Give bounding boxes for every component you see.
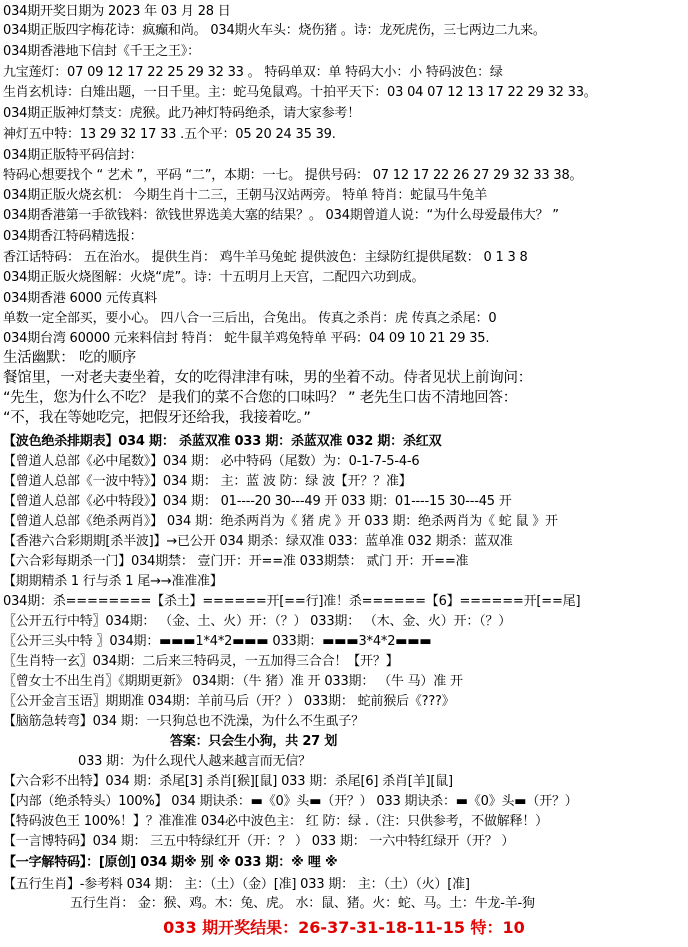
hk-fax-line: 单数一定全部买，要小心。 四八合一三后出，合兔出。 传真之杀肖：虎 传真之杀尾：0 bbox=[3, 311, 497, 326]
draw-date-line: 034期开奖日期为 2023 年 03 月 28 日 bbox=[3, 4, 231, 19]
special-segment-line: 【曾道人总部《必中特段》】034 期： 01----20 30---49 开 033 期：01----15 30---45 开 bbox=[3, 494, 512, 509]
kill-two-zodiac-line: 【曾道人总部《绝杀两肖》】 034 期：绝杀两肖为《 猪 虎 》开 033 期：绝杀两肖为《 蛇 鼠 》开 bbox=[3, 514, 558, 529]
hk-envelope-title: 034期香港地下信封《千王之王》： bbox=[3, 44, 200, 59]
xiangjiang-title: 034期香江特码精选报： bbox=[3, 229, 143, 244]
kill-row-title: 【期期精杀 1 行与杀 1 尾→→准准准】 bbox=[3, 574, 223, 589]
xiangjiang-line: 香江话特码： 五在治水。 提供生肖： 鸡牛羊马兔蛇 提供波色：主绿防红提供尾数： 0 1 3 8 bbox=[3, 250, 528, 265]
tail-number-line: 【曾道人总部《必中尾数》】034 期： 必中特码（尾数）为：0-1-7-5-4-6 bbox=[3, 454, 420, 469]
taiwan-envelope-line: 034期台湾 60000 元来料信封 特肖： 蛇牛鼠羊鸡兔特单 平码：04 09 10 21 29 35. bbox=[3, 331, 490, 346]
hk-first-hand-line: 034期香港第一手欲钱料：欲钱世界选美大塞的结果？。 034期曾道人说：“为什么母爱最伟大？ ” bbox=[3, 208, 559, 223]
result-label: 033 期开奖结果： bbox=[163, 918, 299, 937]
special-envelope-title: 034期正版特平码信封： bbox=[3, 148, 143, 163]
riddle-question: 【脑筋急转弯】034 期：一只狗总也不洗澡，为什么不生虱子？ bbox=[3, 714, 364, 729]
five-element-line: 〖公开五行中特〗034期： （金、土、火）开：（？） 033期： （木、金、火）开：（？） bbox=[3, 614, 512, 629]
zodiac-mystery-line: 〖生肖特一玄〗034期：二后来三特码灵，一五加得三合合！【开？】 bbox=[3, 654, 399, 669]
wave-color-table: 【波色绝杀排期表】034 期： 杀蓝双准 033 期：杀蓝双准 032 期：杀红双 bbox=[3, 434, 442, 449]
five-element-list: 五行生肖： 金：猴、鸡。木：兔、虎。 水：鼠、猪。火：蛇、马。土：牛龙-羊-狗 bbox=[70, 896, 535, 911]
fire-mystery-line: 034期正版火烧玄机： 今期生肖十二三，王朝马汉站两旁。 特单 特肖：蛇鼠马牛兔羊 bbox=[3, 188, 488, 203]
lamp-ban-line: 034期正版神灯禁支：虎猴。此乃神灯特码绝杀，请大家参考！ bbox=[3, 106, 361, 121]
humor-title: 生活幽默： 吃的顺序 bbox=[3, 350, 137, 366]
one-char-line: 【一字解特码】：[原创] 034 期※ 别 ※ 033 期：※ 哩 ※ bbox=[3, 855, 338, 870]
draw-result bbox=[0, 915, 688, 938]
riddle-answer: 答案：只会生小狗，共 27 划 bbox=[170, 734, 338, 749]
nine-lotus-line: 九宝莲灯：07 09 12 17 22 25 29 32 33 。 特码单双：单 特码大小：小 特码波色：绿 bbox=[3, 65, 503, 80]
half-wave-line: 【香港六合彩期期[杀半波]】→已公开 034 期杀：绿双准 033：蓝单准 032 期杀：蓝双准 bbox=[3, 534, 513, 549]
humor-line-1: 餐馆里，一对老夫妻坐着，女的吃得津津有味，男的坐着不动。侍者见状上前询问： bbox=[3, 370, 533, 386]
fire-diagram-line: 034期正版火烧图解：火烧“虎”。诗：十五明月上天宫，二配四六功到成。 bbox=[3, 270, 425, 285]
no-zodiac-line: 〖曾女士不出生肖〗《期期更新》 034期：（牛 猪）准 开 033期： （牛 马）准 开 bbox=[3, 674, 463, 689]
special-code-line: 特码心想要找个 “ 艺术 ”，平码 “二”，本期：一七。 提供号码： 07 12 17 22 26 27 29 32 33 38。 bbox=[3, 168, 583, 183]
zodiac-riddle-line: 生肖玄机诗：白雉出题，一日千里。主：蛇马兔鼠鸡。十拍平天下：03 04 07 12 13 17 22 29 32 33。 bbox=[3, 85, 597, 100]
humor-line-2: “先生，您为什么不吃？ 是我们的菜不合您的口味吗？ ” 老先生口齿不清地回答： bbox=[3, 390, 518, 406]
golden-words-line: 〖公开金言玉语〗期期准 034期：羊前马后（开？） 033期： 蛇前猴后《???》 bbox=[3, 694, 455, 709]
humor-line-3: “不，我在等她吃完，把假牙还给我，我接着吃。” bbox=[3, 410, 311, 426]
wave-king-line: 【特码波色王 100%！】？准准准 034必中波色主： 红 防：绿 .（注：只供参考，不做解释！） bbox=[3, 814, 548, 829]
plum-poem-line: 034期正版四字梅花诗：疯癫和尚。 034期火车头：烧伤猪 。诗：龙死虎伤，三七两边二九来。 bbox=[3, 23, 546, 38]
inside-kill-line: 【内部（绝杀特头）100%】 034 期诀杀：▬《0》头▬（开？） 033 期诀杀：▬《0》头▬（开？） bbox=[3, 794, 578, 809]
lamp-five-line: 神灯五中特：13 29 32 17 33 .五个平：05 20 24 35 39. bbox=[3, 127, 336, 142]
no-special-line: 【六合彩不出特】034 期：杀尾[3] 杀肖[猴][鼠] 033 期：杀尾[6] 杀肖[羊][鼠] bbox=[3, 774, 453, 789]
one-word-line: 【一言博特码】034 期： 三五中特绿红开（开：？ ） 033 期： 一六中特红绿开（开？ ） bbox=[3, 834, 515, 849]
kill-door-line: 【六合彩每期杀一门】034期禁： 壹门开：开==准 033期禁： 贰门 开：开==准 bbox=[3, 554, 469, 569]
result-numbers: 26-37-31-18-11-15 bbox=[298, 918, 465, 937]
hk-fax-title: 034期香港 6000 元传真料 bbox=[3, 291, 157, 306]
three-head-line: 〖公开三头中特 〗034期：▬▬▬1*4*2▬▬▬ 033期：▬▬▬3*4*2▬▬▬ bbox=[3, 634, 432, 649]
riddle-question-033: 033 期：为什么现代人越来越言而无信？ bbox=[78, 754, 311, 769]
kill-row-line: 034期：杀========【杀土】======开[==行]准！杀======【6】======开[==尾] bbox=[3, 594, 581, 609]
result-special: 特：10 bbox=[470, 918, 525, 937]
one-wave-line: 【曾道人总部《一波中特》】034 期： 主：蓝 波 防：绿 波【开？？准】 bbox=[3, 474, 412, 489]
five-element-zodiac-line: 【五行生肖】-参考料 034 期： 主：（土）（金）[准] 033 期： 主：（土）（火）[准] bbox=[3, 877, 470, 892]
